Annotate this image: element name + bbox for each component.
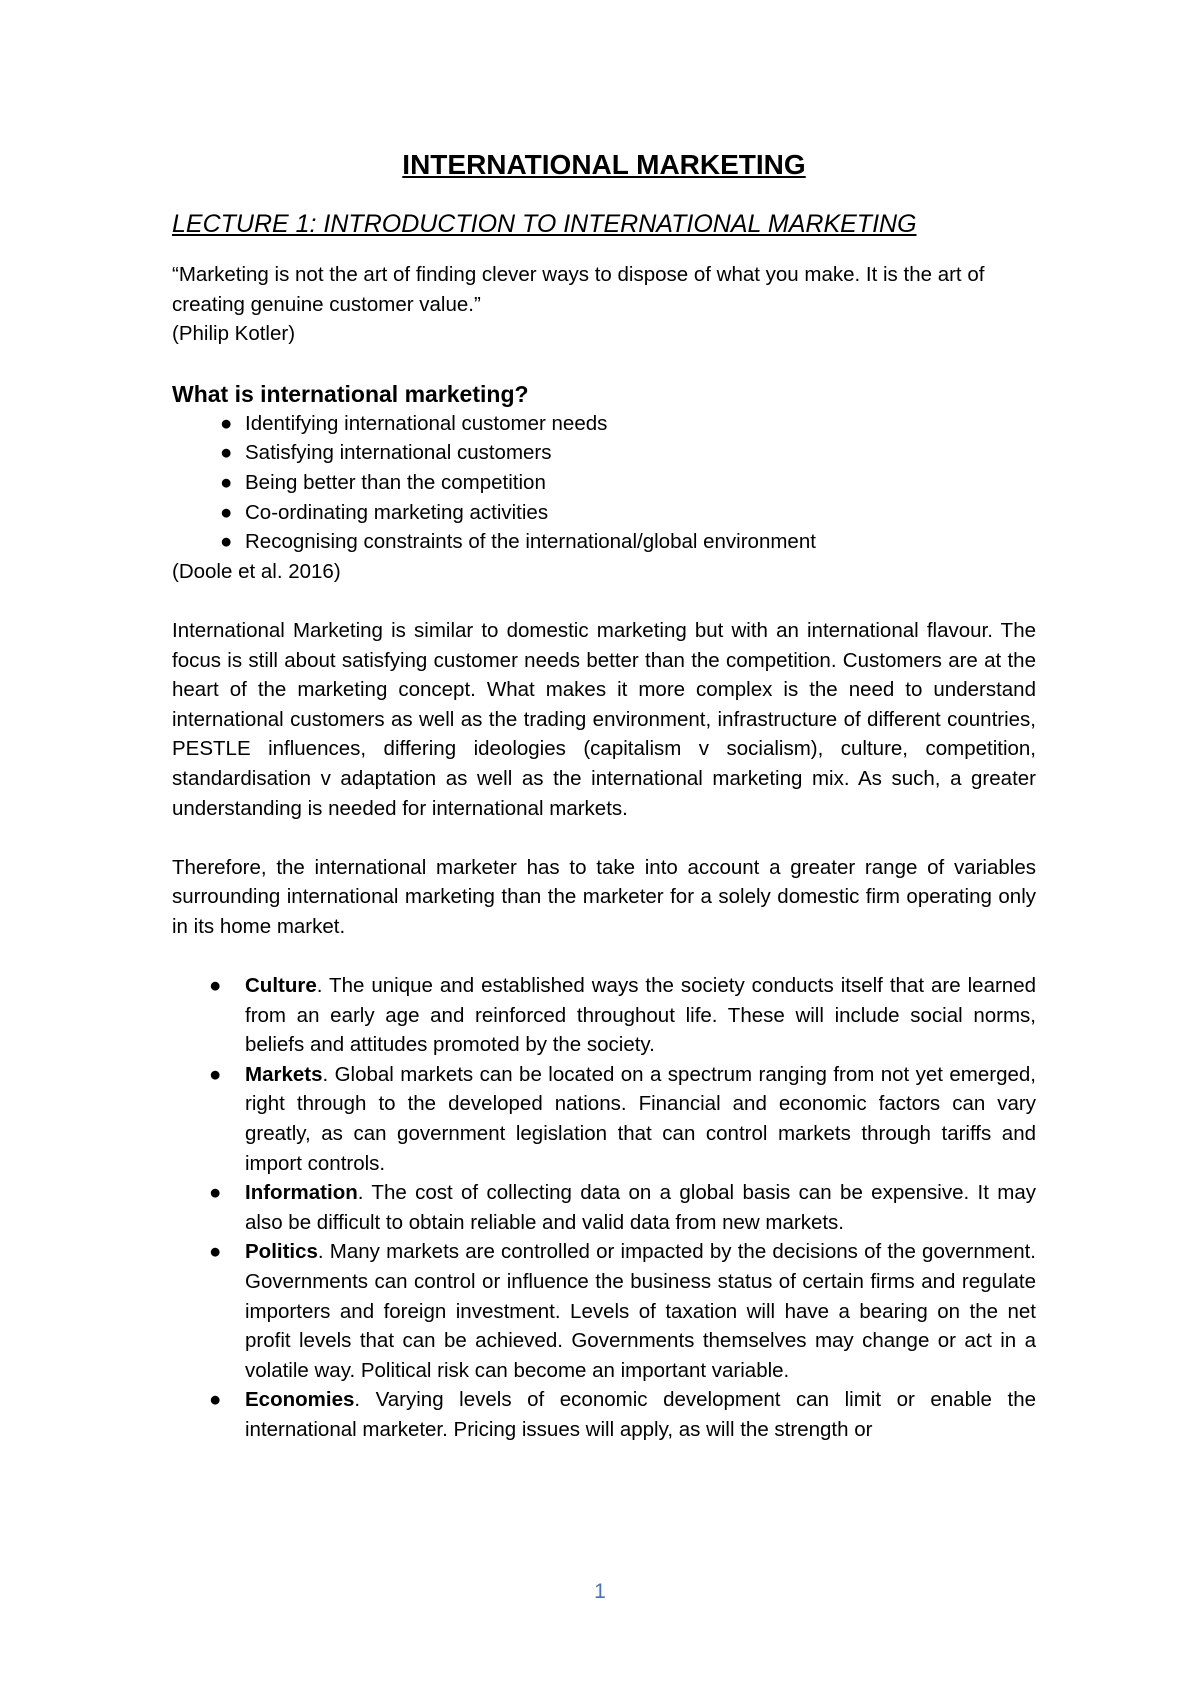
list-item-text: Identifying international customer needs <box>245 411 608 435</box>
factor-text: . The unique and established ways the society conducts itself that are learned from an early age and reinforced throughout life. These will include social norms, beliefs and attitudes promoted by the society. <box>245 974 1036 1057</box>
bullet-icon: ● <box>209 1181 222 1205</box>
bullet-icon: ● <box>209 1062 222 1086</box>
page-content <box>172 147 1036 1445</box>
list-item-text: Recognising constraints of the international/global environment <box>245 530 816 554</box>
factors-list <box>172 971 1036 1445</box>
factor-item <box>172 1060 1036 1178</box>
quote-author: (Philip Kotler) <box>172 322 296 346</box>
bullet-icon: ● <box>220 470 233 494</box>
paragraph: International Marketing is similar to domestic marketing but with an international flavour. The focus is still about satisfying customer needs better than the competition. Customers are at the heart of the marketing concept. What makes it more complex is the need to understand international customers as well as the trading environment, infrastructure of different countries, PESTLE influences, differing ideologies (capitalism v socialism), culture, competition, standardisation v adaptation as well as the international marketing mix. As such, a greater understanding is needed for international markets. <box>172 618 1036 820</box>
list-item-text: Satisfying international customers <box>245 441 552 465</box>
bullet-icon: ● <box>209 974 222 998</box>
lecture-title: LECTURE 1: INTRODUCTION TO INTERNATIONAL MARKETING <box>172 210 917 238</box>
page-number: 1 <box>594 1580 606 1603</box>
bullet-icon: ● <box>209 1240 222 1264</box>
factor-text: . Many markets are controlled or impacted by the decisions of the government. Governments can control or influence the business status of certain firms and regulate importers and foreign investment. Levels of taxation will have a bearing on the net profit levels that can be achieved. Governments themselves may change or act in a volatile way. Political risk can become an important variable. <box>245 1240 1036 1382</box>
list-item <box>172 438 1036 468</box>
bullet-icon: ● <box>220 411 233 435</box>
factor-item <box>172 1237 1036 1385</box>
bullet-icon: ● <box>220 441 233 465</box>
factor-text: . Global markets can be located on a spectrum ranging from not yet emerged, right through to the developed nations. Financial and economic factors can vary greatly, as can government legislation that can control markets through tariffs and import controls. <box>245 1062 1036 1175</box>
factor-term: Markets <box>245 1062 323 1086</box>
bullet-icon: ● <box>209 1388 222 1412</box>
section-heading: What is international marketing? <box>172 380 529 407</box>
bullet-icon: ● <box>220 500 233 524</box>
factor-text: . Varying levels of economic development can limit or enable the international marketer. Pricing issues will apply, as will the strength or <box>245 1388 1036 1441</box>
factor-item <box>172 971 1036 1060</box>
list-item <box>172 498 1036 528</box>
factor-item <box>172 1385 1036 1444</box>
factor-term: Politics <box>245 1240 318 1264</box>
factor-term: Information <box>245 1181 358 1205</box>
bullet-icon: ● <box>220 530 233 554</box>
list-item-text: Co-ordinating marketing activities <box>245 500 549 524</box>
list-item <box>172 468 1036 498</box>
definition-bullet-list <box>172 409 1036 557</box>
document-title: INTERNATIONAL MARKETING <box>402 149 806 180</box>
kotler-quote: “Marketing is not the art of finding clever ways to dispose of what you make. It is the art of creating genuine customer value.” <box>172 263 985 316</box>
factor-term: Culture <box>245 974 317 998</box>
list-item-text: Being better than the competition <box>245 470 546 494</box>
citation: (Doole et al. 2016) <box>172 559 341 583</box>
factor-term: Economies <box>245 1388 355 1412</box>
list-item <box>172 409 1036 439</box>
list-item <box>172 527 1036 557</box>
paragraph: Therefore, the international marketer has to take into account a greater range of variables surrounding international marketing than the marketer for a solely domestic firm operating only in its home market. <box>172 855 1036 938</box>
factor-item <box>172 1178 1036 1237</box>
factor-text: . The cost of collecting data on a global basis can be expensive. It may also be difficult to obtain reliable and valid data from new markets. <box>245 1181 1036 1234</box>
